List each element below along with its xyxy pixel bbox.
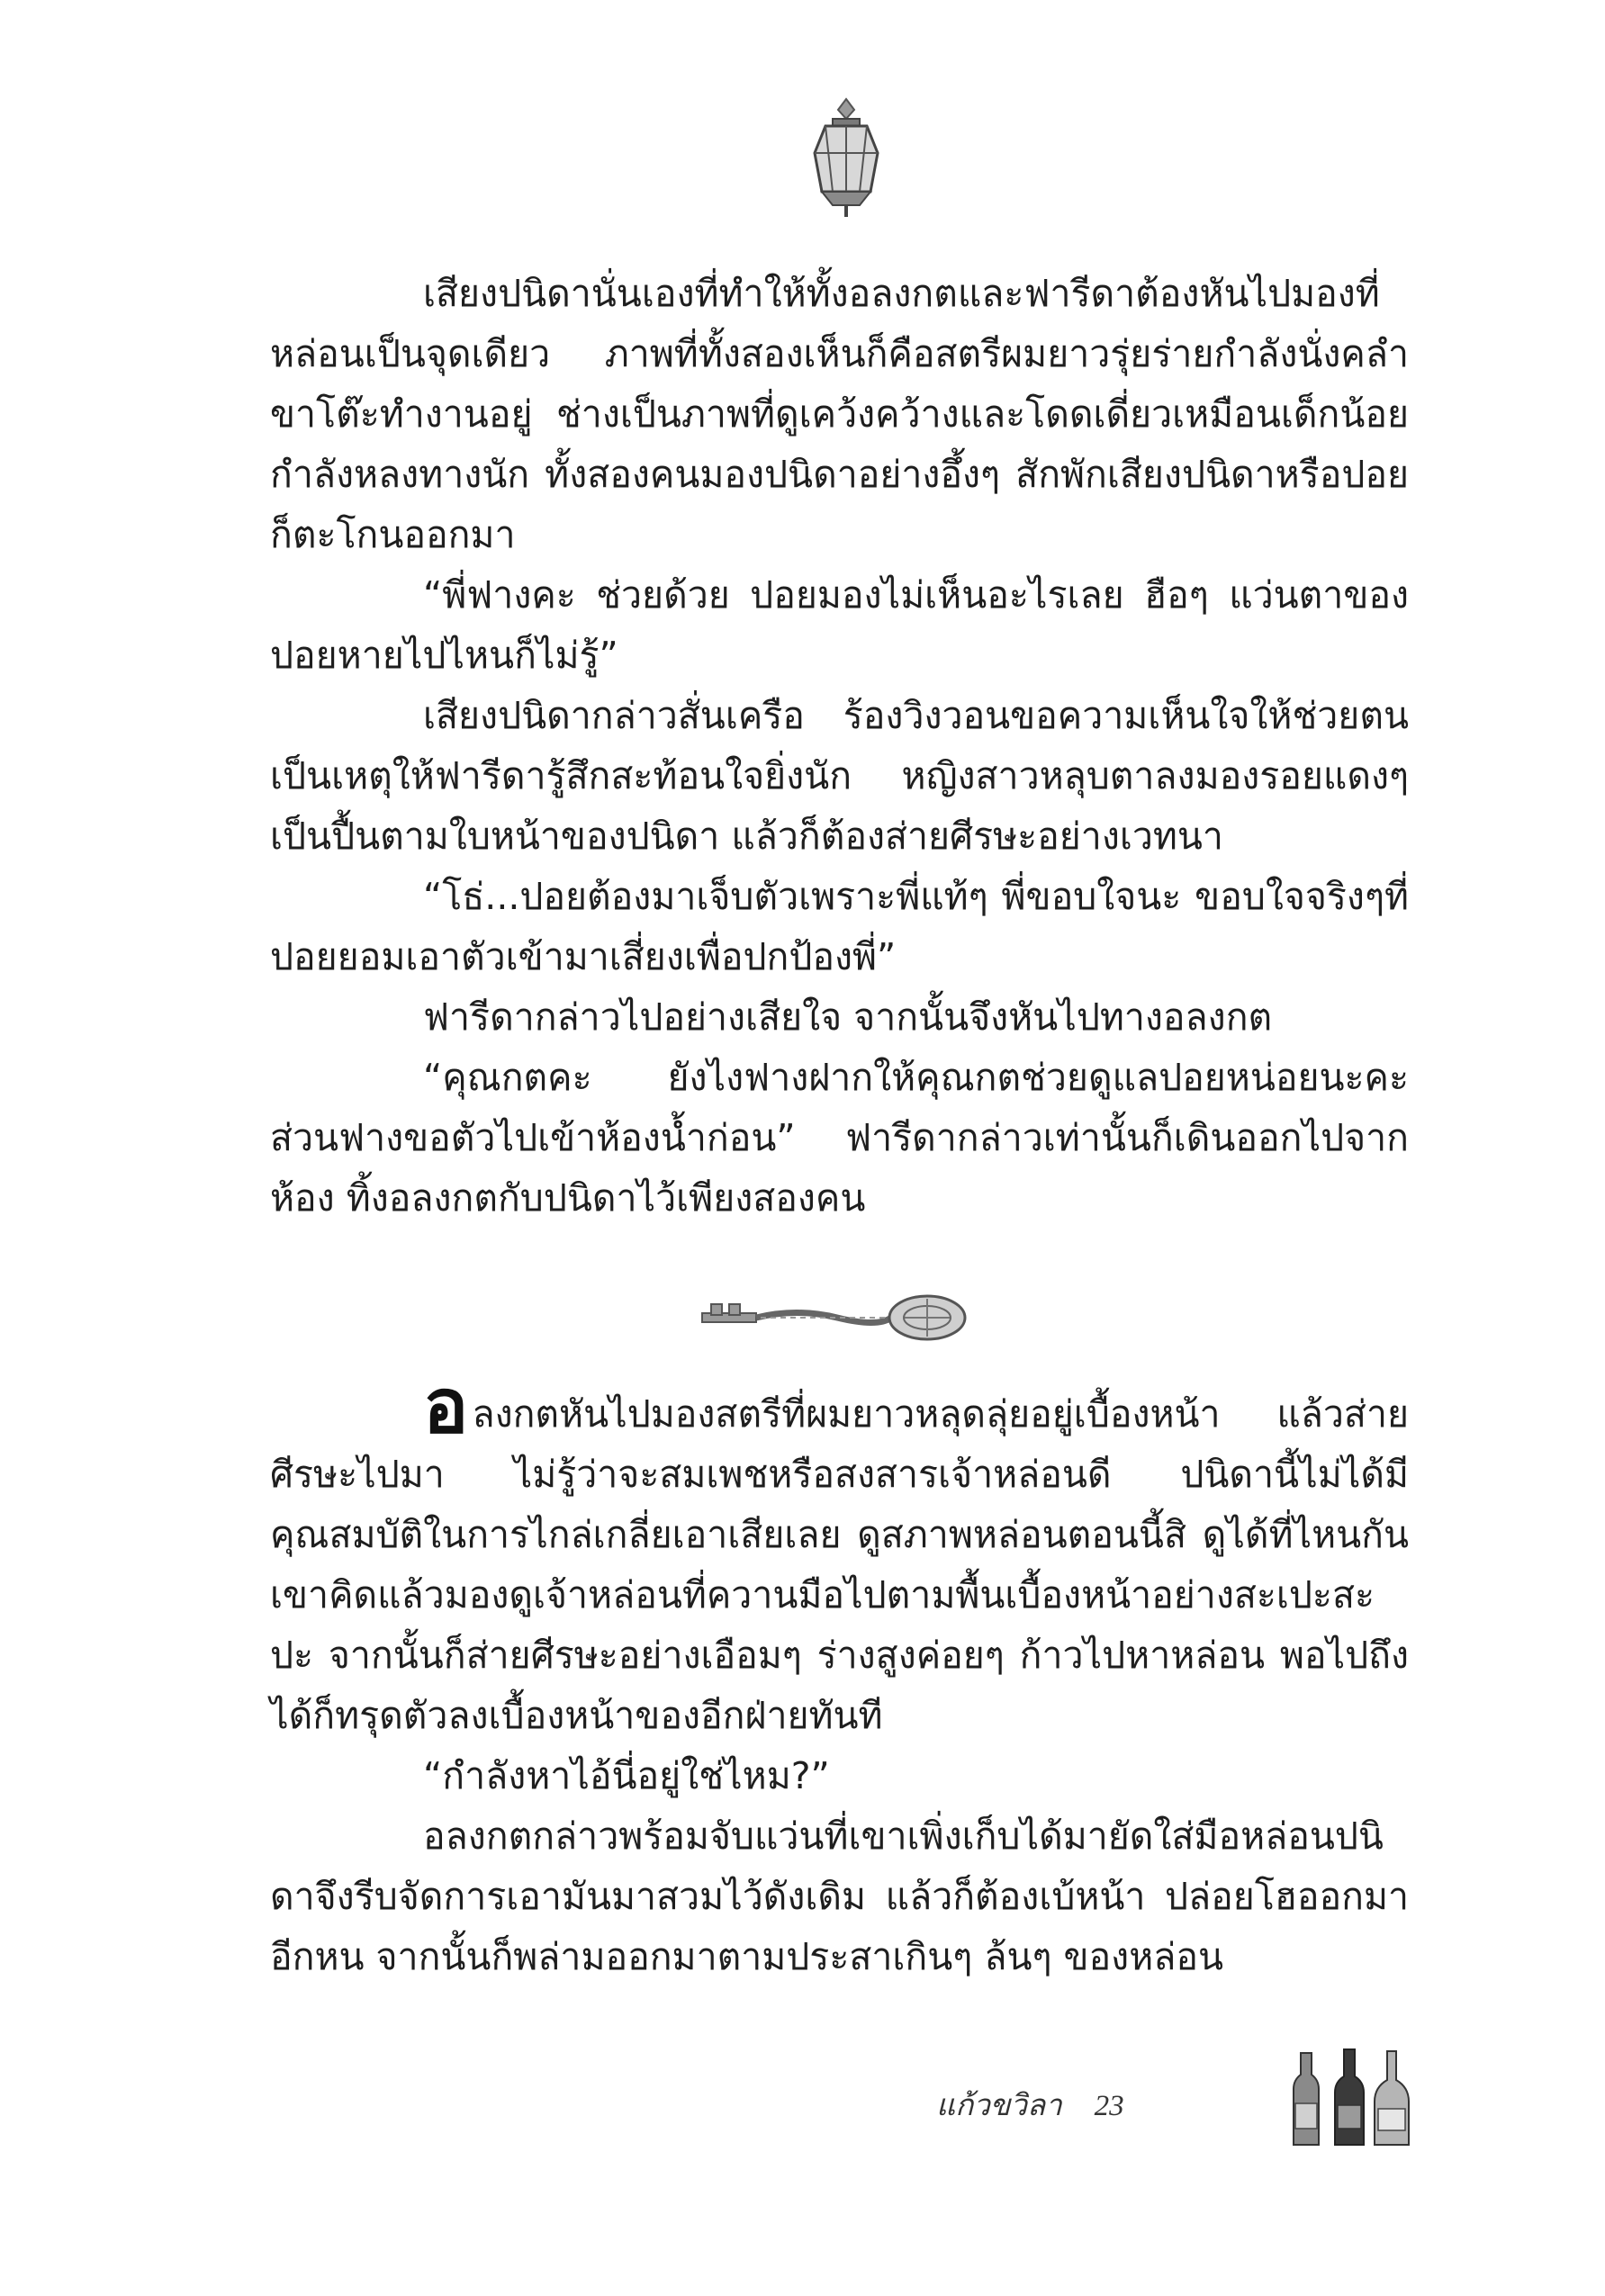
paragraph: “โธ่...ปอยต้องมาเจ็บตัวเพราะพี่แท้ๆ พี่ขอบใจนะ ขอบใจจริงๆที่ปอยยอมเอาตัวเข้ามาเสี่ยงเพื่อปกป้องพี่”	[270, 875, 1409, 978]
section-one	[270, 264, 1409, 1229]
paragraph: เสียงปนิดากล่าวสั่นเครือ ร้องวิงวอนขอความเห็นใจให้ช่วยตนเป็นเหตุให้ฟารีดารู้สึกสะท้อนใจยิ่งนัก หญิงสาวหลุบตาลงมองรอยแดงๆเป็นปื้นตามใบหน้าของปนิดา แล้วก็ต้องส่ายศีรษะอย่างเวทนา	[270, 694, 1409, 858]
lantern-icon	[806, 97, 887, 219]
key-divider-icon	[698, 1292, 972, 1346]
drop-cap: อ	[423, 1361, 469, 1450]
section-two	[270, 1361, 1409, 1987]
paragraph-text: ลงกตหันไปมองสตรีที่ผมยาวหลุดลุ่ยอยู่เบื้องหน้า แล้วส่ายศีรษะไปมา ไม่รู้ว่าจะสมเพชหรือสงสารเจ้าหล่อนดี ปนิดานี้ไม่ได้มีคุณสมบัติในการไกล่เกลี่ยเอาเสียเลย ดูสภาพหล่อนตอนนี้สิ ดูได้ที่ไหนกัน เขาคิดแล้วมองดูเจ้าหล่อนที่ควานมือไปตามพื้นเบื้องหน้าอย่างสะเปะสะปะ จากนั้นก็ส่ายศีรษะอย่างเอือมๆ ร่างสูงค่อยๆ ก้าวไปหาหล่อน พอไปถึงได้ก็ทรุดตัวลงเบื้องหน้าของอีกฝ่ายทันที	[270, 1392, 1409, 1737]
page-footer	[936, 2081, 1124, 2129]
book-title: แก้วขวิลา	[936, 2090, 1062, 2122]
paragraph: อลงกตกล่าวพร้อมจับแว่นที่เขาเพิ่งเก็บได้มายัดใส่มือหล่อนปนิดาจึงรีบจัดการเอามันมาสวมไว้ดังเดิม แล้วก็ต้องเบ้หน้า ปล่อยโฮออกมาอีกหน จากนั้นก็พล่ามออกมาตามประสาเกินๆ ล้นๆ ของหล่อน	[270, 1814, 1409, 1978]
paragraph	[270, 1361, 1409, 1746]
paragraph: “พี่ฟางคะ ช่วยด้วย ปอยมองไม่เห็นอะไรเลย ฮือๆ แว่นตาของปอยหายไปไหนก็ไม่รู้”	[270, 573, 1409, 677]
bottles-icon	[1283, 2048, 1418, 2148]
paragraph: เสียงปนิดานั่นเองที่ทำให้ทั้งอลงกตและฟารีดาต้องหันไปมองที่หล่อนเป็นจุดเดียว ภาพที่ทั้งสองเห็นก็คือสตรีผมยาวรุ่ยร่ายกำลังนั่งคลำขาโต๊ะทำงานอยู่ ช่างเป็นภาพที่ดูเคว้งคว้างและโดดเดี่ยวเหมือนเด็กน้อยกำลังหลงทางนัก ทั้งสองคนมองปนิดาอย่างอึ้งๆ สักพักเสียงปนิดาหรือปอยก็ตะโกนออกมา	[270, 272, 1409, 556]
page-number: 23	[1094, 2090, 1124, 2122]
paragraph: “กำลังหาไอ้นี่อยู่ใช่ไหม?”	[423, 1754, 830, 1797]
paragraph: ฟารีดากล่าวไปอย่างเสียใจ จากนั้นจึงหันไปทางอลงกต	[423, 995, 1273, 1039]
paragraph: “คุณกตคะ ยังไงฟางฝากให้คุณกตช่วยดูแลปอยหน่อยนะคะส่วนฟางขอตัวไปเข้าห้องน้ำก่อน” ฟารีดากล่าวเท่านั้นก็เดินออกไปจากห้อง ทิ้งอลงกตกับปนิดาไว้เพียงสองคน	[270, 1056, 1409, 1220]
